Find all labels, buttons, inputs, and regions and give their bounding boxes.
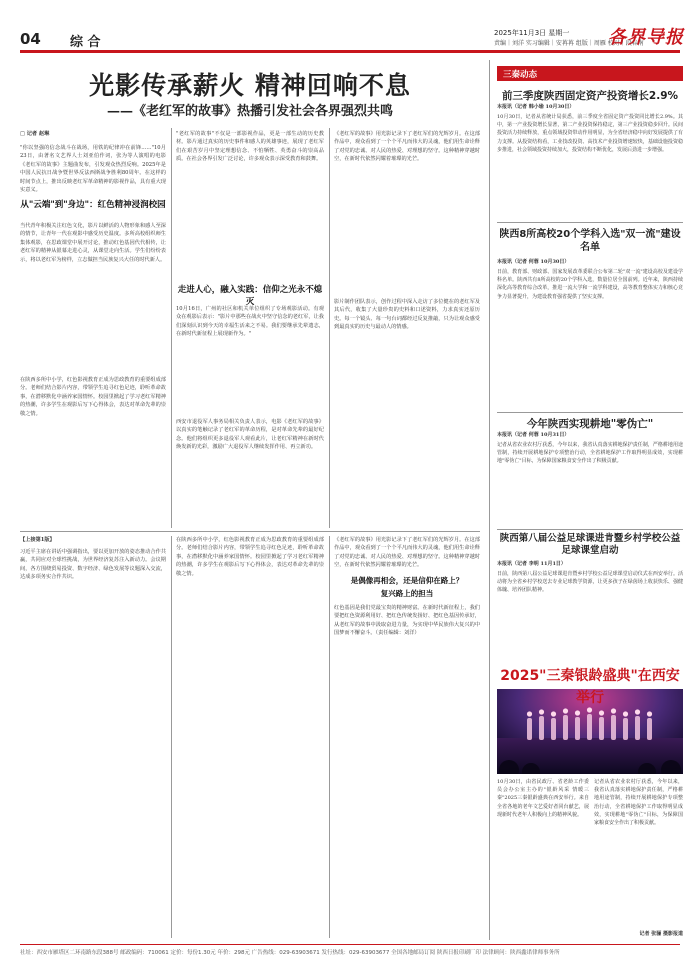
page-number: 04 (20, 30, 41, 48)
column-divider (171, 128, 172, 528)
body-col1-mid: 当代青年积极关注红色文化，影片以鲜活的人物形象和感人至深的情节，让青年一代在观影中感受历史温度。多所高校组织师生集体观影，在思政课堂中展开讨论，推动红色基因代代相传，让老红军的精神从银幕走进心灵，从课堂走向生活。学生们纷纷表示，将以老红军为榜样，立志做担当民族复兴大任的时代新人。 (20, 223, 166, 263)
body-lower-col3-top: 《老红军的故事》用光影记录下了老红军们的光辉岁月。在这部作品中，观众看到了一个个平凡而伟大的灵魂，他们用生命诠释了对党的忠诚、对人民的热爱、对理想的坚守。这种精神穿越时空，在新时代依然闪耀着璀璨的光芒。 (334, 537, 480, 569)
news2-headline: 陕西8所高校20个学科入选"双一流"建设名单 (499, 229, 681, 253)
body-col1-low: 在陕西多所中小学，红色影视教育正成为思政教育的重要组成部分。老师们结合影片内容，带领学生追寻红色足迹，聆听革命故事，在潜移默化中涵养家国情怀。校园里掀起了学习老红军精神的热潮，许多学生在观影后写下心得体会，表达对革命先辈的崇敬之情。 (20, 377, 166, 417)
photo-caption-cont: 记者从省农业农村厅获悉，今年以来，我省认真落实耕地保护责任制，严格耕地用途管制，持续开展耕地保护专项整治行动，全省耕地保护工作取得明显成效，实现耕地"零伪亡"目标，为保障国家粮食安全作出了积极贡献。 (594, 779, 683, 827)
news1-body: 10月30日，记者从省统计局获悉，前三季度全省固定资产投资同比增长2.9%。其中，第一产业投资增长显著，第二产业投资保持稳定，第三产业投资稳步回升。民间投资活力持续释放，重点领域投资带动作用明显，为全省经济稳中向好发展提供了有力支撑。从投资结构看，工业技改投资、高技术产业投资增速较快，基础设施投资稳步推进，社会领域投资持续加大，投资结构不断优化，发展后劲进一步增强。 (497, 114, 683, 153)
news3-byline: 本报讯（记者 何蓉 10月31日） (497, 432, 570, 438)
photo-credit: 记者 张骊 摄影报道 (639, 931, 683, 937)
body-lower-col1: 习近平主席在讲话中强调指出，要以更加开放的姿态推动合作共赢，共同应对全球性挑战，为世界经济复苏注入新动力。会议期间，各方围绕贸易投资、数字经济、绿色发展等议题深入交流，达成多项务实合作共识。 (20, 549, 166, 581)
photo-caption: 10月30日，由省民政厅、省老龄工作委员会办公室主办的"银龄风采 情暖三秦"2025三秦银龄盛典在西安举行。来自全省各地的老年文艺爱好者同台献艺，展现新时代老年人积极向上的精神风貌。 (497, 779, 589, 818)
column-divider (171, 536, 172, 938)
main-headline: 光影传承薪火 精神回响不息 (89, 71, 411, 100)
section-heading-1: 从"云端"到"身边"：红色精神浸润校园 (20, 200, 166, 210)
column-divider (329, 536, 330, 938)
news3-headline: 今年陕西实现耕地"零伪亡" (526, 418, 654, 430)
body-col2-top: "老红军的故事"不仅是一部影视作品，更是一部生动的历史教材。影片通过真实的历史事件和感人的英雄事迹，展现了老红军们在艰苦岁月中坚定理想信念、不怕牺牲、英勇奋斗的崇高品质。在社会各界引发广泛讨论，许多观众表示深受教育和鼓舞。 (176, 131, 324, 163)
photo-headline: 2025"三秦银龄盛典"在西安举行 (497, 665, 683, 689)
continued-tag: 【上接第1版】 (20, 537, 55, 543)
body-col3-mid: 影片制作团队表示，创作过程中深入走访了多位健在的老红军及其后代，收集了大量珍贵的史料和口述资料，力求真实还原历史。每一个镜头、每一句台词都经过反复推敲，只为让观众感受到最真实的历史与最动人的情感。 (334, 299, 480, 331)
news-divider (497, 529, 683, 530)
header-rule (20, 50, 680, 53)
right-rail-divider (489, 60, 490, 940)
body-lower-col2: 在陕西多所中小学，红色影视教育正成为思政教育的重要组成部分。老师们结合影片内容，带领学生追寻红色足迹，聆听革命故事，在潜移默化中涵养家国情怀。校园里掀起了学习老红军精神的热潮，许多学生在观影后写下心得体会，表达对革命先辈的崇敬之情。 (176, 537, 324, 577)
masthead (0, 0, 700, 52)
news1-byline: 本报讯（记者 韩小瑜 10月30日） (497, 104, 575, 110)
newspaper-logo: 各界导报 (608, 27, 684, 48)
news4-body: 日前，陕西第八届公益足球课进肯暨乡村学校公益足球课堂启动仪式在西安举行。活动将为全省乡村学校送去专业足球教学资源，让更多孩子在绿茵场上收获快乐、强健体魄、培养团队精神。 (497, 571, 683, 594)
footer-rule (20, 944, 680, 945)
news2-byline: 本报讯（记者 何蓉 10月30日） (497, 259, 570, 265)
section-name: 综 合 (70, 35, 101, 50)
news4-byline: 本报讯（记者 李明 11月1日） (497, 561, 566, 567)
news3-body: 记者从省农业农村厅获悉，今年以来，我省认真落实耕地保护责任制，严格耕地用途管制，持续开展耕地保护专项整治行动，全省耕地保护工作取得明显成效，实现耕地"零伪亡"目标，为保障国家粮食安全作出了积极贡献。 (497, 442, 683, 465)
news-divider (497, 222, 683, 223)
section-heading-3: 是偶像再相会，还是信仰在路上？ (350, 576, 464, 585)
section-heading-2: 走进人心，融入实践：信仰之光永不熄灭 (177, 285, 323, 307)
news4-headline: 陕西第八届公益足球课进肯暨乡村学校公益足球课堂启动 (499, 533, 681, 556)
main-subheadline: ——《老红军的故事》热播引发社会各界强烈共鸣 (106, 104, 393, 119)
news2-body: 日前，教育部、财政部、国家发展改革委联合公布第二轮"双一流"建设高校及建设学科名单。陕西共有8所高校的20个学科入选，数量位居全国前列。近年来，陕西持续深化高等教育综合改革，推进一流大学和一流学科建设，高等教育整体实力和核心竞争力显著提升，为建设教育强省提供了坚实支撑。 (497, 269, 683, 300)
byline: □ 记者 赵琳 (20, 131, 50, 137)
news-divider (497, 412, 683, 413)
section-heading-3b: 复兴路上的担当 (380, 589, 434, 598)
section-divider (20, 531, 480, 532)
body-col1-top: "你以坚强的信念战斗在战场，用铁的纪律冲在前锋……"10月23日，由著名文艺界人士刘亚伯作词，张为等人演唱的电影《老红军的故事》主题曲发布，引发观众热烈反响。2025年是中国人民抗日战争暨世界反法西斯战争胜利80周年。在这样的时间节点上，推出反映老红军革命精神的影视作品，具有重大现实意义。 (20, 145, 166, 194)
editor-credits: 责编｜刘洋 实习编辑｜安苒苒 组版｜周雁 校对｜段春南 (494, 40, 644, 47)
body-col3-top: 《老红军的故事》用光影记录下了老红军们的光辉岁月。在这部作品中，观众看到了一个个平凡而伟大的灵魂，他们用生命诠释了对党的忠诚、对人民的热爱、对理想的坚守。这种精神穿越时空，在新时代依然闪耀着璀璨的光芒。 (334, 131, 480, 163)
section-tag (497, 66, 683, 81)
column-divider (329, 128, 330, 528)
body-col2-low: 西安市退役军人事务局相关负责人表示，电影《老红军的故事》以真实的笔触记录了老红军的革命历程，是对革命先辈的最好纪念。他们将组织更多退役军人观看此片，让老红军精神在新时代焕发新的光彩，激励广大退役军人继续发挥作用、再立新功。 (176, 419, 324, 451)
issue-date: 2025年11月3日 星期一 (494, 29, 570, 37)
section-tag-label: 三秦动态 (503, 70, 538, 80)
body-col2-mid: 10月16日，广州的社区和机关单位组织了专场观影活动。有观众在观影后表示："影片中那些在战火中坚守信念的老红军，让我们深刻认识到今天的幸福生活来之不易。我们要继承先辈遗志，在新时代新征程上展现新作为。" (176, 306, 324, 338)
news1-headline: 前三季度陕西固定资产投资增长2.9% (501, 90, 679, 102)
footer-info: 社址：西安市雁塔区二环南路东段388号 邮政编码：710061 定价：每份1.30元 年价：298元 广告热线：029-63903671 发行热线：029-63903677 全国各地邮局订阅 陕西日报印刷厂印 法律顾问：陕西鑫诺律师事务所 (20, 950, 560, 956)
body-lower-col3: 红色基因是我们党最宝贵的精神财富。在新时代新征程上，我们要把红色资源利用好、把红色传统发扬好、把红色基因传承好，从老红军的故事中汲取奋进力量，为实现中华民族伟大复兴的中国梦而不懈奋斗。（责任编辑：刘洋） (334, 605, 480, 637)
